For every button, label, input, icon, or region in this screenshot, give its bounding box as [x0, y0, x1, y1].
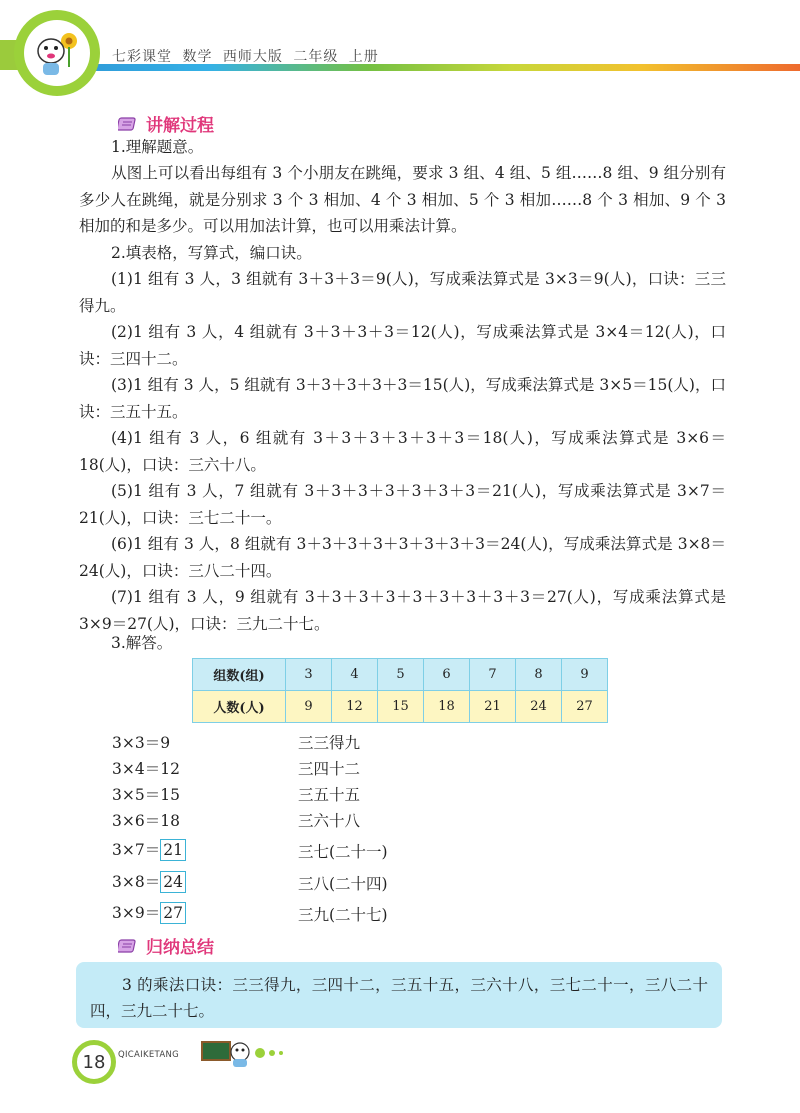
equation: 3×9＝ 27	[112, 901, 186, 924]
mascot-icon	[29, 25, 85, 81]
summary-text: 3 的乘法口诀：三三得九，三四十二，三五十五，三六十八，三七二十一，三八二十四，三九二十七。	[90, 976, 708, 1020]
table-cell: 24	[516, 691, 562, 723]
header-title: 七彩课堂 数学 西师大版 二年级 上册	[112, 49, 379, 65]
mnemonic: 三四十二	[298, 760, 361, 778]
table-row-label: 人数(人)	[193, 691, 286, 723]
table-row-label: 组数(组)	[193, 659, 286, 691]
table-cell: 4	[332, 659, 378, 691]
equation: 3×8＝ 24	[112, 870, 186, 893]
table-row	[193, 659, 608, 691]
equation: 3×6＝18	[112, 812, 180, 830]
table-cell: 5	[378, 659, 424, 691]
page-number: 18	[72, 1040, 116, 1084]
groups-people-table	[192, 658, 608, 723]
notebook-icon	[118, 937, 140, 955]
list-item: (4)1 组有 3 人，6 组就有 3＋3＋3＋3＋3＋3＝18(人)，写成乘法算式是 3×6＝18(人)，口诀：三六十八。	[79, 429, 726, 474]
table-cell: 12	[332, 691, 378, 723]
list-item: (5)1 组有 3 人，7 组就有 3＋3＋3＋3＋3＋3＋3＝21(人)，写成乘法算式是 3×7＝21(人)，口诀：三七二十一。	[79, 482, 726, 527]
section-heading-explain-text: 讲解过程	[146, 116, 214, 136]
table-cell: 27	[562, 691, 608, 723]
section-heading-explain	[118, 111, 214, 136]
header-logo	[14, 10, 100, 96]
answer-box: 24	[160, 871, 186, 893]
table-cell: 8	[516, 659, 562, 691]
answer-box: 21	[160, 839, 186, 861]
table-cell: 15	[378, 691, 424, 723]
list-item: (1)1 组有 3 人，3 组就有 3＋3＋3＝9(人)，写成乘法算式是 3×3＝9(人)，口诀：三三得九。	[79, 270, 726, 315]
table-cell: 3	[286, 659, 332, 691]
step-3: 3.解答。	[111, 634, 173, 652]
section-heading-summary	[118, 933, 214, 958]
table-cell: 9	[286, 691, 332, 723]
mnemonic: 三八(二十四)	[298, 875, 388, 893]
table-cell: 7	[470, 659, 516, 691]
list-item: (3)1 组有 3 人，5 组就有 3＋3＋3＋3＋3＝15(人)，写成乘法算式是 3×5＝15(人)，口诀：三五十五。	[79, 376, 726, 421]
notebook-icon	[118, 115, 140, 133]
mascot-blackboard-icon	[200, 1038, 290, 1068]
step-1-explanation: 从图上可以看出每组有 3 个小朋友在跳绳，要求 3 组、4 组、5 组……8 组、9 组分别有多少人在跳绳，就是分别求 3 个 3 相加、4 个 3 相加、5 个 3 相加……8 个 3 相加、9 个 3相加的和是多少。可以用加法计算，也可以用乘法计算。	[79, 164, 726, 235]
equation: 3×7＝ 21	[112, 838, 186, 861]
answer-box: 27	[160, 902, 186, 924]
equation: 3×3＝9	[112, 734, 171, 752]
mnemonic: 三五十五	[298, 786, 361, 804]
footer-brand: QICAIKETANG	[118, 1050, 179, 1060]
mnemonic: 三三得九	[298, 734, 361, 752]
list-item: (7)1 组有 3 人，9 组就有 3＋3＋3＋3＋3＋3＋3＋3＋3＝27(人)，写成乘法算式是 3×9＝27(人)，口诀：三九二十七。	[79, 588, 726, 633]
mnemonic: 三七(二十一)	[298, 843, 388, 861]
list-item: (6)1 组有 3 人，8 组就有 3＋3＋3＋3＋3＋3＋3＋3＝24(人)，写成乘法算式是 3×8＝24(人)，口诀：三八二十四。	[79, 535, 726, 580]
mnemonic: 三九(二十七)	[298, 906, 388, 924]
step-2: 2.填表格，写算式，编口诀。	[111, 244, 312, 262]
table-cell: 21	[470, 691, 516, 723]
equation: 3×4＝12	[112, 760, 180, 778]
summary-box	[76, 962, 722, 1028]
section-heading-summary-text: 归纳总结	[146, 938, 214, 958]
step-1: 1.理解题意。	[111, 138, 204, 156]
mnemonic: 三六十八	[298, 812, 361, 830]
footer-decoration	[200, 1038, 290, 1072]
table-cell: 18	[424, 691, 470, 723]
table-cell: 9	[562, 659, 608, 691]
list-item: (2)1 组有 3 人，4 组就有 3＋3＋3＋3＝12(人)，写成乘法算式是 3×4＝12(人)，口诀：三四十二。	[79, 323, 726, 368]
table-cell: 6	[424, 659, 470, 691]
table-row	[193, 691, 608, 723]
equation: 3×5＝15	[112, 786, 180, 804]
